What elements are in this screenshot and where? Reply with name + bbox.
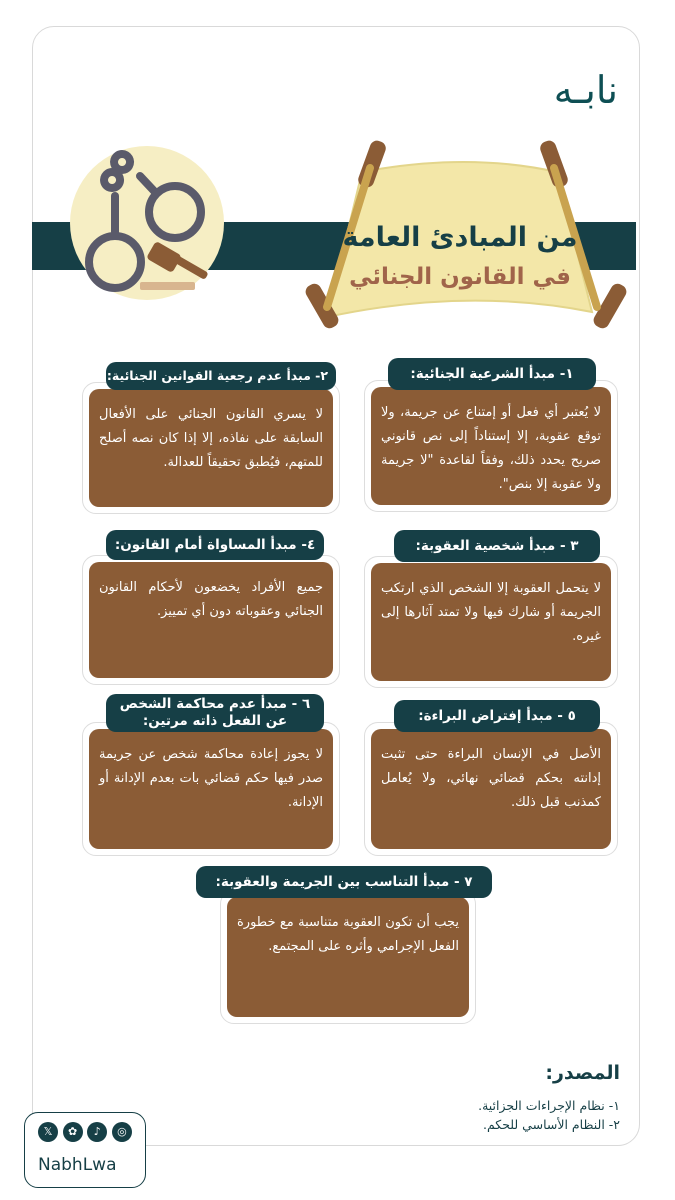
principle-label-5: ٥ - مبدأ إفتراض البراءة: [394,700,600,732]
social-handle: NabhLwa [38,1155,117,1175]
principle-text-6: لا يجوز إعادة محاكمة شخص عن جريمة صدر فيها حكم قضائي بات بعدم الإدانة أو الإدانة. [89,729,333,849]
principle-text-1: لا يُعتبر أي فعل أو إمتناع عن جريمة، ولا توقع عقوبة، إلا إستناداً إلى نص قانوني صريح يحدد ذلك، وفقاً لقاعدة "لا جريمة ولا عقوبة إلا بنص". [371,387,611,505]
instagram-icon[interactable]: ◎ [112,1122,132,1142]
source-item-2: ٢- النظام الأساسي للحكم. [483,1117,620,1132]
principle-text-4: جميع الأفراد يخضعون لأحكام القانون الجنائي وعقوباته دون أي تمييز. [89,562,333,678]
principle-label-4: ٤- مبدأ المساواة أمام القانون: [106,530,324,560]
principle-text-5: الأصل في الإنسان البراءة حتى تثبت إدانته بحكم قضائي نهائي، ولا يُعامل كمذنب قبل ذلك. [371,729,611,849]
page-subtitle: في القانون الجنائي [349,264,571,290]
principle-label-1: ١- مبدأ الشرعية الجنائية: [388,358,596,390]
principle-card-6 [82,722,340,856]
principle-card-1 [364,380,618,512]
principle-label-6: ٦ - مبدأ عدم محاكمة الشخص عن الفعل ذاته مرتين: [106,694,324,732]
principle-text-7: يجب أن تكون العقوبة متناسبة مع خطورة الفعل الإجرامي وأثره على المجتمع. [227,897,469,1017]
principle-card-5 [364,722,618,856]
tiktok-icon[interactable]: ♪ [87,1122,107,1142]
page-title: من المبادئ العامة [342,222,578,253]
principle-card-7 [220,890,476,1024]
principle-label-7: ٧ - مبدأ التناسب بين الجريمة والعقوبة: [196,866,492,898]
x-icon[interactable]: 𝕏 [38,1122,58,1142]
principle-card-4 [82,555,340,685]
principle-label-3: ٣ - مبدأ شخصية العقوبة: [394,530,600,562]
sources-title: المصدر: [545,1062,620,1084]
brand-logo: نابـه [553,68,618,112]
snapchat-icon[interactable]: ✿ [63,1122,83,1142]
source-item-1: ١- نظام الإجراءات الجزائية. [478,1098,620,1113]
principle-card-3 [364,556,618,688]
social-icons [38,1122,132,1144]
principle-label-2: ٢- مبدأ عدم رجعية القوانين الجنائية: [106,362,336,390]
handcuffs-gavel-icon [60,140,230,310]
principle-text-2: لا يسري القانون الجنائي على الأفعال السابقة على نفاذه، إلا إذا كان نصه أصلح للمتهم، فيُطبق تحقيقاً للعدالة. [89,389,333,507]
principle-text-3: لا يتحمل العقوبة إلا الشخص الذي ارتكب الجريمة أو شارك فيها ولا تمتد آثارها إلى غيره. [371,563,611,681]
principle-card-2 [82,382,340,514]
